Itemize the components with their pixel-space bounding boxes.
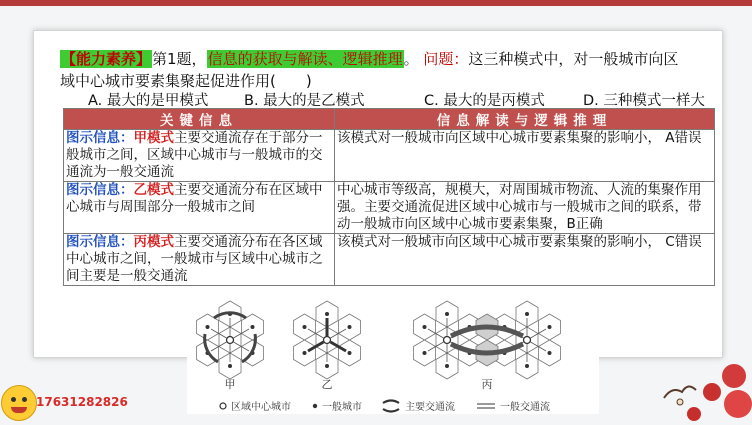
mode-name: 甲模式 [133, 130, 174, 146]
label-bing: 丙 [481, 378, 493, 391]
cluster-yi [294, 301, 361, 379]
cluster-jia [197, 301, 264, 379]
mode-diagram [187, 296, 599, 414]
key-info-cell [64, 234, 335, 286]
question-line-1 [60, 48, 678, 69]
top-stripe [0, 0, 752, 6]
analysis-cell: 该模式对一般城市向区域中心城市要素集聚的影响小， A错误 [335, 130, 715, 182]
key-info-cell [64, 182, 335, 234]
info-label: 图示信息： [66, 234, 134, 250]
label-jia: 甲 [224, 378, 236, 391]
table-header-key-info: 关键信息 [64, 109, 335, 130]
label-yi: 乙 [321, 378, 333, 391]
phone-number: 17631282826 [36, 395, 128, 409]
key-info-cell [64, 130, 335, 182]
question-number: 第1题， [152, 50, 207, 68]
question-punct: 。 [403, 50, 419, 68]
info-text: 主要交通流分布在区域中心城市与周围部分一般城市之间 [66, 182, 323, 215]
mode-diagram-svg [187, 296, 599, 414]
option-d[interactable]: D. 三种模式一样大 [583, 93, 705, 109]
legend-ordinary-city: 一般城市 [322, 402, 362, 413]
legend-ordinary-flow: 一般交通流 [500, 402, 550, 413]
option-c[interactable]: C. 最大的是丙模式 [424, 93, 545, 109]
table-row [64, 130, 715, 182]
legend [220, 400, 550, 413]
legend-ordinary-flow-icon [477, 404, 495, 408]
prompt-label: 问题： [423, 50, 469, 68]
info-text: 主要交通流存在于部分一般城市之间，区域中心城市与一般城市的交通流为一般交通流 [66, 130, 323, 180]
info-table [63, 108, 715, 286]
info-text: 主要交通流分布在各区域中心城市之间，一般城市与区域中心城市之间主要是一般交通流 [66, 234, 323, 284]
question-skill: 信息的获取与解读、逻辑推理 [207, 50, 403, 68]
legend-center-city-icon [220, 403, 226, 409]
prompt-text-1: 这三种模式中，对一般城市向区 [468, 50, 679, 68]
option-a[interactable]: A. 最大的是甲模式 [88, 93, 209, 109]
cluster-bing [414, 301, 561, 379]
mode-name: 丙模式 [133, 234, 174, 250]
corner-decoration [634, 358, 752, 425]
legend-main-flow: 主要交通流 [405, 402, 455, 413]
option-b[interactable]: B. 最大的是乙模式 [244, 93, 365, 109]
analysis-cell: 中心城市等级高，规模大，对周围城市物流、人流的集聚作用强。主要交通流促进区域中心城市与一般城市之间的联系，带动一般城市向区域中心城市要素集聚，B正确 [335, 182, 715, 234]
legend-ordinary-city-icon [313, 404, 317, 408]
info-label: 图示信息： [66, 182, 134, 198]
mode-name: 乙模式 [133, 182, 174, 198]
table-header-analysis: 信息解读与逻辑推理 [335, 109, 715, 130]
table-row [64, 182, 715, 234]
info-label: 图示信息： [66, 130, 134, 146]
question-tag: 【能力素养】 [61, 50, 152, 68]
analysis-cell: 该模式对一般城市向区域中心城市要素集聚的影响小， C错误 [335, 234, 715, 286]
question-line-2: 域中心城市要素集聚起促进作用( ) [60, 72, 312, 90]
table-row [64, 234, 715, 286]
legend-main-flow-icon [383, 401, 399, 412]
emoji-face-icon [1, 385, 37, 421]
legend-center-city: 区域中心城市 [231, 402, 291, 413]
